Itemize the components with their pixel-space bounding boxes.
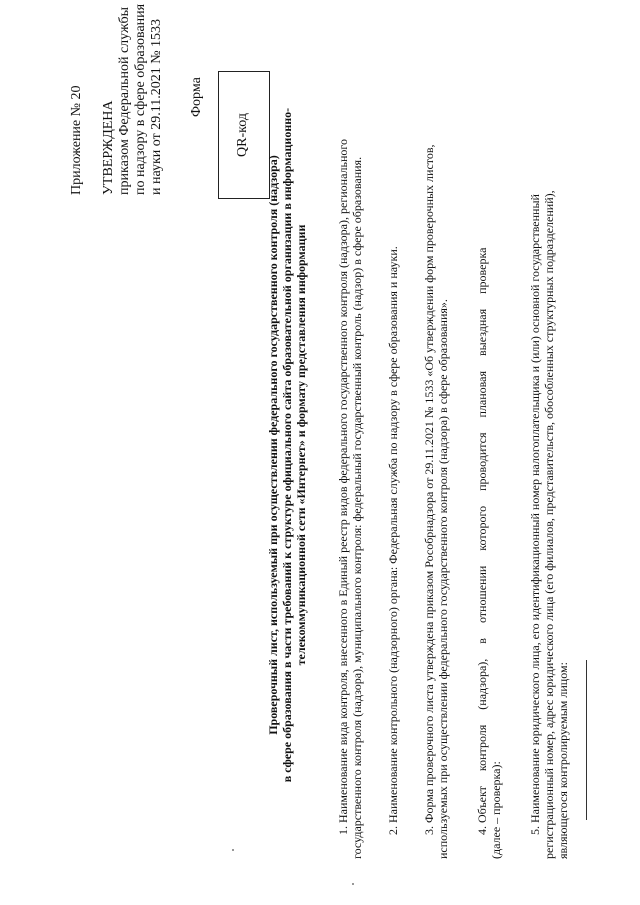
underline-separator — [586, 660, 587, 820]
approved-heading: УТВЕРЖДЕНА — [101, 100, 116, 195]
paragraph-2: 2. Наименование контрольного (надзорного) органа: Федеральная служба по надзору в сфере образования и науки. — [386, 246, 400, 835]
scan-speck — [352, 883, 354, 885]
title-line-1: Проверочный лист, используемый при осуществлении федерального государственного контроля (надзора) — [266, 155, 280, 735]
qr-code-box — [218, 71, 270, 199]
title-line-3: телекоммуникационной сети «Интернет» и формату представления информации — [294, 224, 308, 666]
title-line-2: в сфере образования в части требований к структуре официального сайта образовательной организации в информационно- — [280, 107, 294, 783]
scan-speck — [232, 849, 234, 851]
paragraph-4-line-1: 4. Объект контроля (надзора), в отношении которого проводится плановая выездная проверка — [475, 247, 489, 835]
paragraph-3-line-2: используемых при осуществлении федерального государственного контроля (надзора) в сфере образования». — [436, 299, 450, 859]
form-label: Форма — [189, 77, 204, 117]
paragraph-1-line-2: государственного контроля (надзора), муниципального контроля: федеральный государственный контроль (надзор) в сфере образования. — [350, 156, 364, 859]
paragraph-5-line-3: являющегося контролируемым лицом: — [556, 662, 570, 859]
appendix-number: Приложение № 20 — [69, 85, 84, 195]
approval-line-2: по надзору в сфере образования — [133, 3, 148, 195]
paragraph-1-line-1: 1. Наименование вида контроля, внесенного в Единый реестр видов федерального государственного контроля (надзора), регионального — [336, 138, 350, 835]
paragraph-5-line-1: 5. Наименование юридического лица, его идентификационный номер налогоплательщика и (или) основной государственный — [528, 194, 542, 835]
paragraph-5-line-2: регистрационный номер, адрес юридического лица (его филиалов, представительств, обособленных структурных подразделений), — [542, 190, 556, 859]
approval-line-3: и науки от 29.11.2021 № 1533 — [149, 18, 164, 195]
paragraph-4-line-2: (далее – проверка): — [489, 761, 503, 859]
approval-line-1: приказом Федеральной службы — [117, 7, 132, 195]
paragraph-3-line-1: 3. Форма проверочного листа утверждена приказом Рособрнадзора от 29.11.2021 № 1533 «Об утверждении форм проверочных листов, — [422, 144, 436, 835]
qr-code-label: QR-код — [235, 113, 250, 157]
